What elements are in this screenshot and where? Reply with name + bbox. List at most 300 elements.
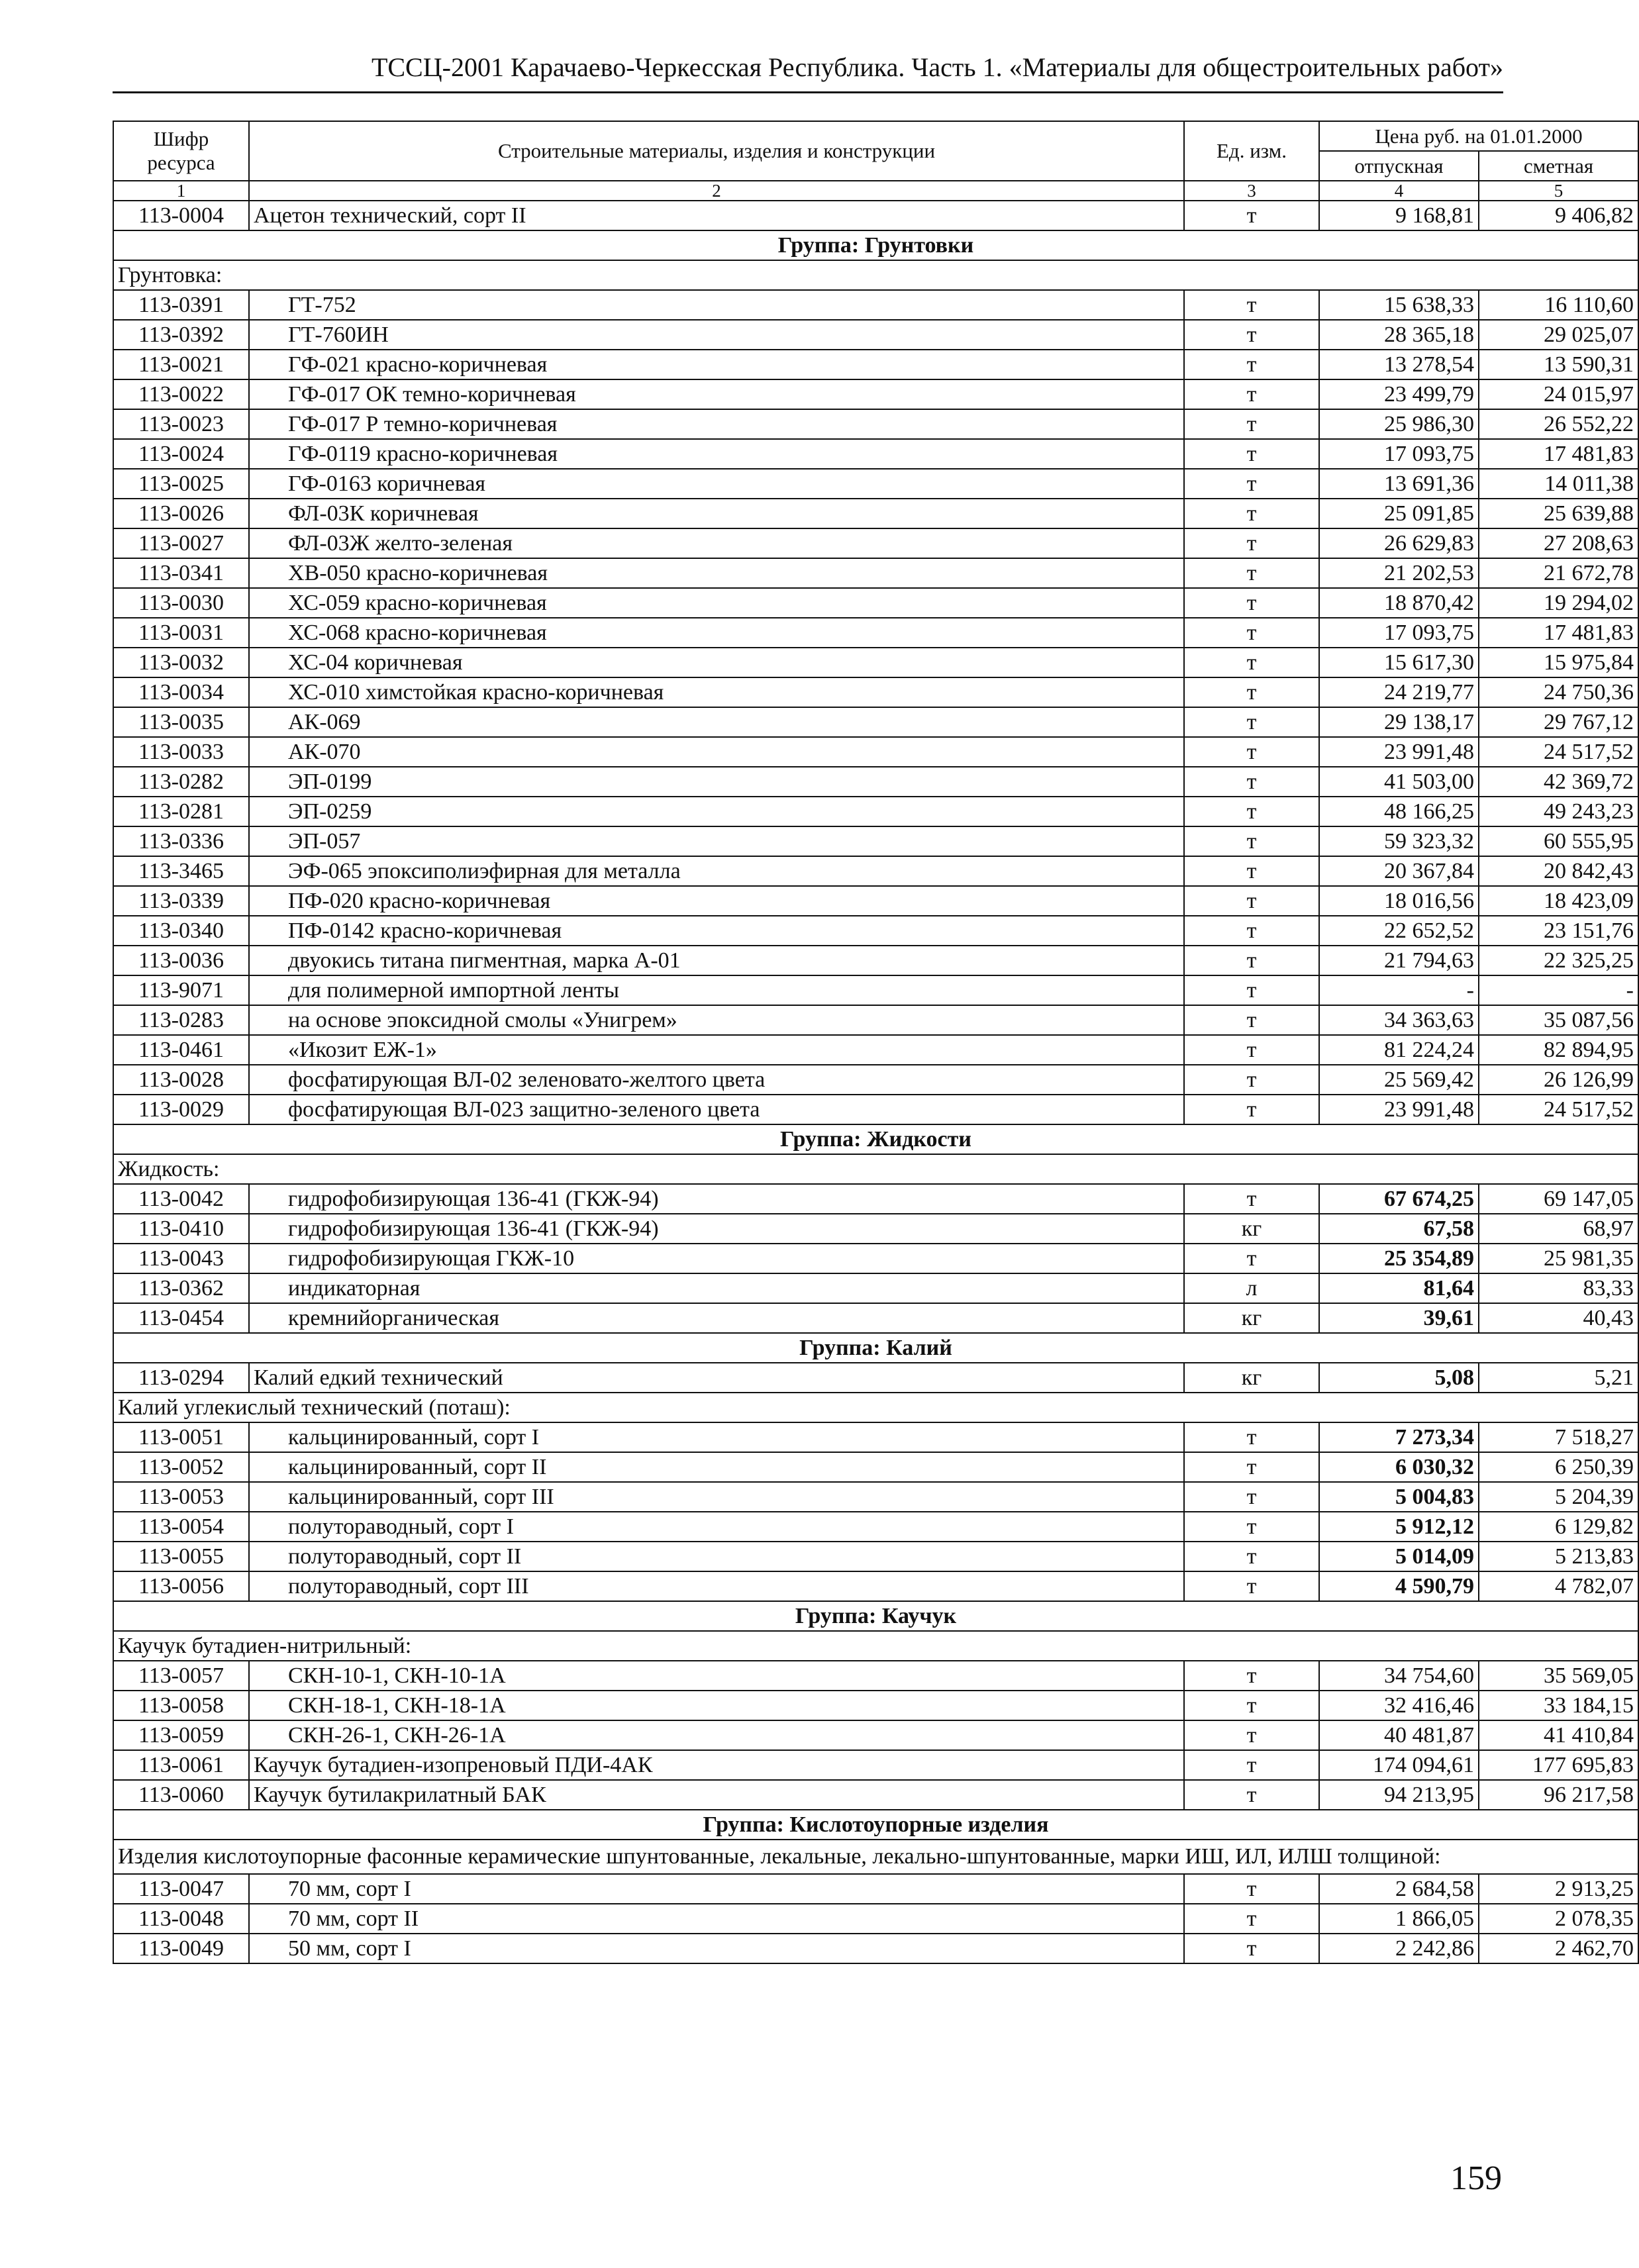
unit: т <box>1184 797 1319 826</box>
resource-code: 113-0026 <box>113 499 249 528</box>
unit: т <box>1184 648 1319 677</box>
table-row <box>113 1065 1638 1095</box>
release-price: 21 794,63 <box>1319 946 1479 975</box>
material-name: для полимерной импортной ленты <box>249 975 1184 1005</box>
estimate-price: 18 423,09 <box>1479 886 1638 916</box>
resource-code: 113-0043 <box>113 1244 249 1273</box>
estimate-price: 41 410,84 <box>1479 1720 1638 1750</box>
material-name: АК-070 <box>249 737 1184 767</box>
material-name: 70 мм, сорт II <box>249 1904 1184 1934</box>
release-price: 9 168,81 <box>1319 201 1479 230</box>
release-price: 25 986,30 <box>1319 409 1479 439</box>
estimate-price: 13 590,31 <box>1479 350 1638 379</box>
estimate-price: 27 208,63 <box>1479 528 1638 558</box>
estimate-price: 35 569,05 <box>1479 1661 1638 1691</box>
unit: т <box>1184 350 1319 379</box>
estimate-price: 33 184,15 <box>1479 1691 1638 1720</box>
release-price: 29 138,17 <box>1319 707 1479 737</box>
material-name: СКН-10-1, СКН-10-1А <box>249 1661 1184 1691</box>
table-row <box>113 1874 1638 1904</box>
unit: т <box>1184 469 1319 499</box>
unit: т <box>1184 1750 1319 1780</box>
estimate-price: 6 250,39 <box>1479 1452 1638 1482</box>
resource-code: 113-0048 <box>113 1904 249 1934</box>
table-row <box>113 558 1638 588</box>
material-name: ХС-010 химстойкая красно-коричневая <box>249 677 1184 707</box>
estimate-price: 24 750,36 <box>1479 677 1638 707</box>
estimate-price: 22 325,25 <box>1479 946 1638 975</box>
resource-code: 113-0341 <box>113 558 249 588</box>
material-name: СКН-26-1, СКН-26-1А <box>249 1720 1184 1750</box>
material-name: ФЛ-03Ж желто-зеленая <box>249 528 1184 558</box>
unit: т <box>1184 975 1319 1005</box>
table-body <box>113 201 1638 1963</box>
release-price: 7 273,34 <box>1319 1422 1479 1452</box>
subheading-row <box>113 1631 1638 1661</box>
subheading-row <box>113 260 1638 290</box>
subheading: Изделия кислотоупорные фасонные керамические шпунтованные, лекальные, лекально-шпунтованные, марки ИШ, ИЛ, ИЛШ толщиной: <box>113 1840 1638 1874</box>
group-title: Группа: Каучук <box>113 1601 1638 1631</box>
estimate-price: 35 087,56 <box>1479 1005 1638 1035</box>
unit: т <box>1184 1095 1319 1124</box>
table-row <box>113 379 1638 409</box>
release-price: 5,08 <box>1319 1363 1479 1393</box>
table-row <box>113 1934 1638 1963</box>
release-price: 26 629,83 <box>1319 528 1479 558</box>
unit: т <box>1184 826 1319 856</box>
unit: т <box>1184 1482 1319 1512</box>
unit: т <box>1184 916 1319 946</box>
estimate-price: 40,43 <box>1479 1303 1638 1333</box>
resource-code: 113-0052 <box>113 1452 249 1482</box>
table-row <box>113 290 1638 320</box>
unit: т <box>1184 499 1319 528</box>
material-name: ГФ-021 красно-коричневая <box>249 350 1184 379</box>
release-price: 5 004,83 <box>1319 1482 1479 1512</box>
estimate-price: 24 015,97 <box>1479 379 1638 409</box>
table-row <box>113 1184 1638 1214</box>
resource-code: 113-0339 <box>113 886 249 916</box>
subheading: Жидкость: <box>113 1154 1638 1184</box>
table-row <box>113 1422 1638 1452</box>
estimate-price: 82 894,95 <box>1479 1035 1638 1065</box>
material-name: гидрофобизирующая ГКЖ-10 <box>249 1244 1184 1273</box>
col-num: 3 <box>1184 181 1319 201</box>
estimate-price: 25 981,35 <box>1479 1244 1638 1273</box>
estimate-price: 20 842,43 <box>1479 856 1638 886</box>
estimate-price: 24 517,52 <box>1479 737 1638 767</box>
unit: кг <box>1184 1303 1319 1333</box>
table-row <box>113 1750 1638 1780</box>
resource-code: 113-0454 <box>113 1303 249 1333</box>
release-price: 18 016,56 <box>1319 886 1479 916</box>
resource-code: 113-0059 <box>113 1720 249 1750</box>
material-name: на основе эпоксидной смолы «Унигрем» <box>249 1005 1184 1035</box>
material-name: ГФ-0119 красно-коричневая <box>249 439 1184 469</box>
resource-code: 113-0058 <box>113 1691 249 1720</box>
estimate-price: 9 406,82 <box>1479 201 1638 230</box>
estimate-price: 26 126,99 <box>1479 1065 1638 1095</box>
resource-code: 113-0461 <box>113 1035 249 1065</box>
release-price: - <box>1319 975 1479 1005</box>
unit: т <box>1184 677 1319 707</box>
release-price: 2 684,58 <box>1319 1874 1479 1904</box>
price-table <box>113 121 1639 1964</box>
material-name: ХС-059 красно-коричневая <box>249 588 1184 618</box>
resource-code: 113-0030 <box>113 588 249 618</box>
table-row <box>113 350 1638 379</box>
unit: т <box>1184 946 1319 975</box>
estimate-price: 23 151,76 <box>1479 916 1638 946</box>
unit: т <box>1184 528 1319 558</box>
estimate-price: 49 243,23 <box>1479 797 1638 826</box>
estimate-price: 4 782,07 <box>1479 1571 1638 1601</box>
material-name: СКН-18-1, СКН-18-1А <box>249 1691 1184 1720</box>
release-price: 21 202,53 <box>1319 558 1479 588</box>
col-num: 5 <box>1479 181 1638 201</box>
material-name: ХС-068 красно-коричневая <box>249 618 1184 648</box>
estimate-price: 68,97 <box>1479 1214 1638 1244</box>
resource-code: 113-0023 <box>113 409 249 439</box>
release-price: 34 363,63 <box>1319 1005 1479 1035</box>
estimate-price: 83,33 <box>1479 1273 1638 1303</box>
resource-code: 113-0021 <box>113 350 249 379</box>
release-price: 39,61 <box>1319 1303 1479 1333</box>
estimate-price: 5 213,83 <box>1479 1542 1638 1571</box>
table-row <box>113 528 1638 558</box>
subheading-row <box>113 1840 1638 1874</box>
table-row <box>113 320 1638 350</box>
unit: т <box>1184 1542 1319 1571</box>
unit: т <box>1184 439 1319 469</box>
table-row <box>113 1482 1638 1512</box>
material-name: Ацетон технический, сорт II <box>249 201 1184 230</box>
estimate-price: 29 025,07 <box>1479 320 1638 350</box>
unit: т <box>1184 737 1319 767</box>
release-price: 5 912,12 <box>1319 1512 1479 1542</box>
unit: т <box>1184 290 1319 320</box>
table-row <box>113 648 1638 677</box>
material-name: полутораводный, сорт III <box>249 1571 1184 1601</box>
group-row <box>113 1333 1638 1363</box>
release-price: 15 638,33 <box>1319 290 1479 320</box>
page-number: 159 <box>1450 2159 1502 2197</box>
unit: т <box>1184 1065 1319 1095</box>
resource-code: 113-0049 <box>113 1934 249 1963</box>
table-row <box>113 1780 1638 1810</box>
estimate-price: 26 552,22 <box>1479 409 1638 439</box>
table-row <box>113 1452 1638 1482</box>
table-row <box>113 946 1638 975</box>
unit: т <box>1184 320 1319 350</box>
material-name: кремнийорганическая <box>249 1303 1184 1333</box>
unit: т <box>1184 379 1319 409</box>
table-row <box>113 1904 1638 1934</box>
release-price: 4 590,79 <box>1319 1571 1479 1601</box>
estimate-price: 5,21 <box>1479 1363 1638 1393</box>
table-row <box>113 1303 1638 1333</box>
unit: т <box>1184 1934 1319 1963</box>
resource-code: 113-0029 <box>113 1095 249 1124</box>
material-name: ЭП-0199 <box>249 767 1184 797</box>
release-price: 94 213,95 <box>1319 1780 1479 1810</box>
table-row <box>113 916 1638 946</box>
unit: т <box>1184 1184 1319 1214</box>
estimate-price: 29 767,12 <box>1479 707 1638 737</box>
table-row <box>113 409 1638 439</box>
unit: т <box>1184 1904 1319 1934</box>
table-row <box>113 1571 1638 1601</box>
resource-code: 113-0004 <box>113 201 249 230</box>
release-price: 23 991,48 <box>1319 737 1479 767</box>
unit: т <box>1184 886 1319 916</box>
table-row <box>113 499 1638 528</box>
table-row <box>113 1244 1638 1273</box>
material-name: ГТ-760ИН <box>249 320 1184 350</box>
unit: т <box>1184 1780 1319 1810</box>
resource-code: 113-0340 <box>113 916 249 946</box>
resource-code: 113-0035 <box>113 707 249 737</box>
estimate-price: 16 110,60 <box>1479 290 1638 320</box>
table-row <box>113 1214 1638 1244</box>
material-name: кальцинированный, сорт III <box>249 1482 1184 1512</box>
resource-code: 113-0061 <box>113 1750 249 1780</box>
table-row <box>113 737 1638 767</box>
estimate-price: 42 369,72 <box>1479 767 1638 797</box>
release-price: 23 991,48 <box>1319 1095 1479 1124</box>
resource-code: 113-0391 <box>113 290 249 320</box>
table-row <box>113 1273 1638 1303</box>
material-name: Калий едкий технический <box>249 1363 1184 1393</box>
table-row <box>113 1512 1638 1542</box>
table-row <box>113 886 1638 916</box>
estimate-price: 6 129,82 <box>1479 1512 1638 1542</box>
material-name: ПФ-020 красно-коричневая <box>249 886 1184 916</box>
material-name: гидрофобизирующая 136-41 (ГКЖ-94) <box>249 1184 1184 1214</box>
estimate-price: 2 462,70 <box>1479 1934 1638 1963</box>
unit: т <box>1184 1691 1319 1720</box>
unit: т <box>1184 1512 1319 1542</box>
release-price: 48 166,25 <box>1319 797 1479 826</box>
material-name: гидрофобизирующая 136-41 (ГКЖ-94) <box>249 1214 1184 1244</box>
material-name: кальцинированный, сорт II <box>249 1452 1184 1482</box>
estimate-price: 19 294,02 <box>1479 588 1638 618</box>
resource-code: 113-0028 <box>113 1065 249 1095</box>
col-num: 2 <box>249 181 1184 201</box>
release-price: 59 323,32 <box>1319 826 1479 856</box>
unit: т <box>1184 1452 1319 1482</box>
table-row <box>113 1720 1638 1750</box>
estimate-price: 5 204,39 <box>1479 1482 1638 1512</box>
material-name: ГФ-0163 коричневая <box>249 469 1184 499</box>
group-row <box>113 1601 1638 1631</box>
resource-code: 113-9071 <box>113 975 249 1005</box>
release-price: 15 617,30 <box>1319 648 1479 677</box>
unit: т <box>1184 1571 1319 1601</box>
estimate-price: 7 518,27 <box>1479 1422 1638 1452</box>
material-name: ПФ-0142 красно-коричневая <box>249 916 1184 946</box>
release-price: 41 503,00 <box>1319 767 1479 797</box>
release-price: 67,58 <box>1319 1214 1479 1244</box>
material-name: ГТ-752 <box>249 290 1184 320</box>
table-row <box>113 618 1638 648</box>
material-name: кальцинированный, сорт I <box>249 1422 1184 1452</box>
column-number-row <box>113 181 1638 201</box>
resource-code: 113-0032 <box>113 648 249 677</box>
unit: т <box>1184 558 1319 588</box>
subheading: Грунтовка: <box>113 260 1638 290</box>
resource-code: 113-0053 <box>113 1482 249 1512</box>
resource-code: 113-0031 <box>113 618 249 648</box>
estimate-price: 177 695,83 <box>1479 1750 1638 1780</box>
resource-code: 113-0282 <box>113 767 249 797</box>
resource-code: 113-0025 <box>113 469 249 499</box>
table-row <box>113 1542 1638 1571</box>
table-row <box>113 707 1638 737</box>
table-row <box>113 1005 1638 1035</box>
col-estimate-header: сметная <box>1479 151 1638 181</box>
unit: т <box>1184 201 1319 230</box>
material-name: «Икозит ЕЖ-1» <box>249 1035 1184 1065</box>
group-title: Группа: Грунтовки <box>113 230 1638 260</box>
resource-code: 113-0056 <box>113 1571 249 1601</box>
unit: кг <box>1184 1214 1319 1244</box>
material-name: ХВ-050 красно-коричневая <box>249 558 1184 588</box>
unit: т <box>1184 588 1319 618</box>
release-price: 174 094,61 <box>1319 1750 1479 1780</box>
release-price: 22 652,52 <box>1319 916 1479 946</box>
release-price: 81 224,24 <box>1319 1035 1479 1065</box>
resource-code: 113-0392 <box>113 320 249 350</box>
estimate-price: 2 913,25 <box>1479 1874 1638 1904</box>
material-name: Каучук бутадиен-изопреновый ПДИ-4АК <box>249 1750 1184 1780</box>
unit: т <box>1184 856 1319 886</box>
resource-code: 113-0283 <box>113 1005 249 1035</box>
group-row <box>113 1124 1638 1154</box>
col-price-header: Цена руб. на 01.01.2000 <box>1319 121 1638 151</box>
unit: л <box>1184 1273 1319 1303</box>
page-header: ТССЦ-2001 Карачаево-Черкесская Республика. Часть 1. «Материалы для общестроительных работ» <box>371 52 1503 82</box>
release-price: 17 093,75 <box>1319 439 1479 469</box>
unit: т <box>1184 1035 1319 1065</box>
release-price: 2 242,86 <box>1319 1934 1479 1963</box>
group-row <box>113 230 1638 260</box>
resource-code: 113-0033 <box>113 737 249 767</box>
unit: т <box>1184 707 1319 737</box>
material-name: ГФ-017 Р темно-коричневая <box>249 409 1184 439</box>
material-name: индикаторная <box>249 1273 1184 1303</box>
table-row <box>113 201 1638 230</box>
material-name: двуокись титана пигментная, марка А-01 <box>249 946 1184 975</box>
estimate-price: 17 481,83 <box>1479 439 1638 469</box>
release-price: 81,64 <box>1319 1273 1479 1303</box>
release-price: 40 481,87 <box>1319 1720 1479 1750</box>
release-price: 20 367,84 <box>1319 856 1479 886</box>
estimate-price: 69 147,05 <box>1479 1184 1638 1214</box>
release-price: 13 691,36 <box>1319 469 1479 499</box>
subheading: Калий углекислый технический (поташ): <box>113 1393 1638 1422</box>
material-name: АК-069 <box>249 707 1184 737</box>
resource-code: 113-0294 <box>113 1363 249 1393</box>
table-row <box>113 797 1638 826</box>
release-price: 34 754,60 <box>1319 1661 1479 1691</box>
subheading-row <box>113 1393 1638 1422</box>
table-row <box>113 588 1638 618</box>
unit: т <box>1184 767 1319 797</box>
estimate-price: 21 672,78 <box>1479 558 1638 588</box>
col-num: 4 <box>1319 181 1479 201</box>
table-row <box>113 1363 1638 1393</box>
unit: т <box>1184 1661 1319 1691</box>
table-row <box>113 677 1638 707</box>
release-price: 67 674,25 <box>1319 1184 1479 1214</box>
resource-code: 113-0055 <box>113 1542 249 1571</box>
header-row <box>113 121 1638 151</box>
estimate-price: 14 011,38 <box>1479 469 1638 499</box>
release-price: 5 014,09 <box>1319 1542 1479 1571</box>
resource-code: 113-0036 <box>113 946 249 975</box>
release-price: 24 219,77 <box>1319 677 1479 707</box>
resource-code: 113-0024 <box>113 439 249 469</box>
resource-code: 113-0034 <box>113 677 249 707</box>
group-title: Группа: Калий <box>113 1333 1638 1363</box>
col-unit-header: Ед. изм. <box>1184 121 1319 181</box>
unit: т <box>1184 1005 1319 1035</box>
material-name: ЭП-057 <box>249 826 1184 856</box>
estimate-price: 25 639,88 <box>1479 499 1638 528</box>
unit: кг <box>1184 1363 1319 1393</box>
resource-code: 113-0022 <box>113 379 249 409</box>
table-row <box>113 1035 1638 1065</box>
resource-code: 113-0336 <box>113 826 249 856</box>
material-name: полутораводный, сорт I <box>249 1512 1184 1542</box>
group-row <box>113 1810 1638 1840</box>
resource-code: 113-3465 <box>113 856 249 886</box>
material-name: ХС-04 коричневая <box>249 648 1184 677</box>
unit: т <box>1184 1720 1319 1750</box>
unit: т <box>1184 618 1319 648</box>
estimate-price: 2 078,35 <box>1479 1904 1638 1934</box>
resource-code: 113-0051 <box>113 1422 249 1452</box>
release-price: 25 354,89 <box>1319 1244 1479 1273</box>
col-release-header: отпускная <box>1319 151 1479 181</box>
resource-code: 113-0060 <box>113 1780 249 1810</box>
material-name: фосфатирующая ВЛ-023 защитно-зеленого цвета <box>249 1095 1184 1124</box>
release-price: 6 030,32 <box>1319 1452 1479 1482</box>
material-name: ЭФ-065 эпоксиполиэфирная для металла <box>249 856 1184 886</box>
estimate-price: 17 481,83 <box>1479 618 1638 648</box>
table-row <box>113 975 1638 1005</box>
unit: т <box>1184 409 1319 439</box>
unit: т <box>1184 1244 1319 1273</box>
release-price: 25 569,42 <box>1319 1065 1479 1095</box>
resource-code: 113-0410 <box>113 1214 249 1244</box>
table-row <box>113 1691 1638 1720</box>
table-row <box>113 1095 1638 1124</box>
subheading-row <box>113 1154 1638 1184</box>
release-price: 13 278,54 <box>1319 350 1479 379</box>
resource-code: 113-0042 <box>113 1184 249 1214</box>
release-price: 25 091,85 <box>1319 499 1479 528</box>
estimate-price: 15 975,84 <box>1479 648 1638 677</box>
release-price: 23 499,79 <box>1319 379 1479 409</box>
subheading: Каучук бутадиен-нитрильный: <box>113 1631 1638 1661</box>
release-price: 28 365,18 <box>1319 320 1479 350</box>
release-price: 32 416,46 <box>1319 1691 1479 1720</box>
unit: т <box>1184 1422 1319 1452</box>
unit: т <box>1184 1874 1319 1904</box>
resource-code: 113-0047 <box>113 1874 249 1904</box>
